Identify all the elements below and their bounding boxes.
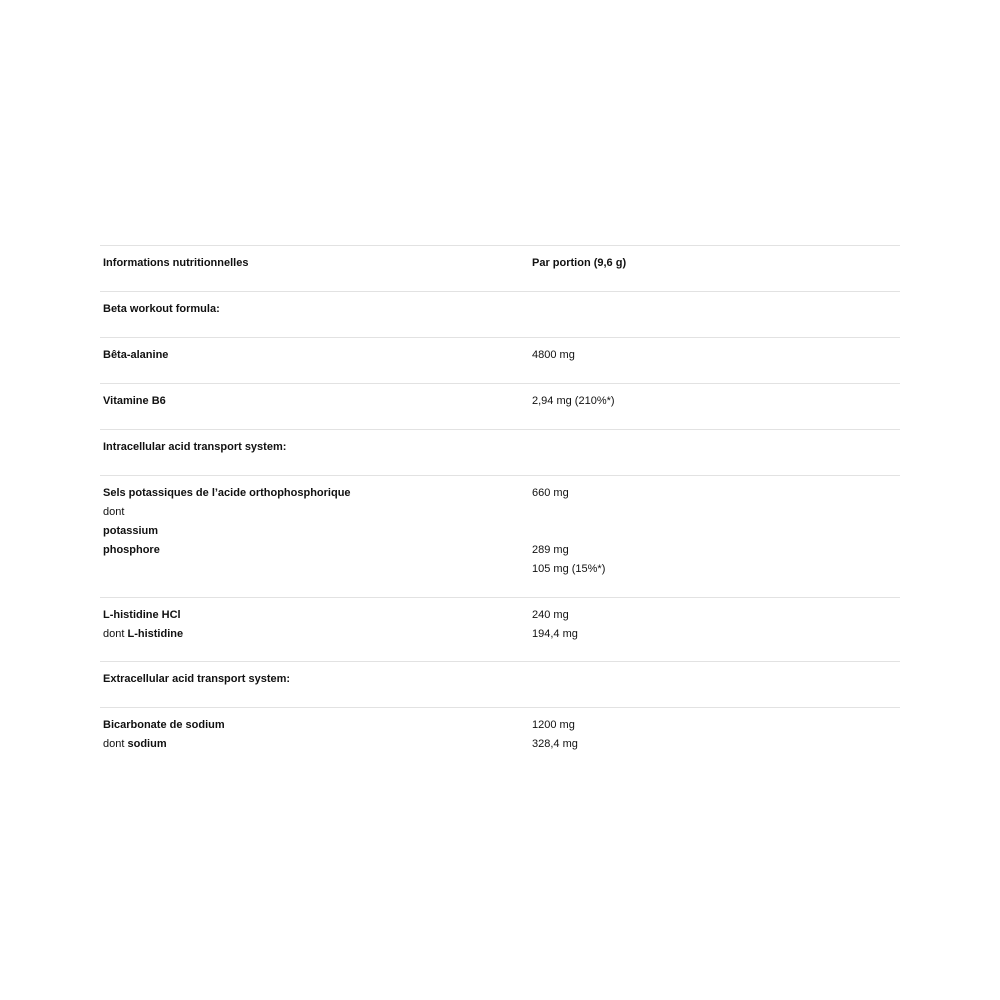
- histidine-sub-label: L-histidine: [127, 628, 184, 640]
- table-row: [100, 384, 900, 430]
- nutrition-table: [100, 245, 900, 768]
- phosphore-value: 105 mg (15%*): [532, 563, 606, 575]
- table-row: [100, 598, 900, 662]
- sodium-value: 328,4 mg: [532, 738, 578, 750]
- intracellular-title: Intracellular acid transport system:: [103, 441, 287, 453]
- vitamin-b6-value: 2,94 mg (210%*): [532, 395, 615, 407]
- dont-label: dont: [103, 628, 125, 640]
- potassium-salts-label: Sels potassiques de l’acide orthophosphorique: [103, 487, 351, 499]
- beta-formula-title: Beta workout formula:: [103, 303, 220, 315]
- vitamin-b6-label: Vitamine B6: [103, 395, 166, 407]
- bicarbonate-label: Bicarbonate de sodium: [103, 719, 225, 731]
- header-value: Par portion (9,6 g): [532, 257, 627, 269]
- table-row: [100, 476, 900, 598]
- histidine-label: L-histidine HCl: [103, 609, 181, 621]
- beta-alanine-value: 4800 mg: [532, 349, 575, 361]
- sodium-label: sodium: [127, 738, 167, 750]
- extracellular-title: Extracellular acid transport system:: [103, 673, 291, 685]
- section-title-row: [100, 662, 900, 708]
- table-row: [100, 338, 900, 384]
- potassium-value: 289 mg: [532, 544, 569, 556]
- table-header-row: [100, 246, 900, 292]
- section-title-row: [100, 430, 900, 476]
- histidine-sub-value: 194,4 mg: [532, 628, 578, 640]
- potassium-label: potassium: [103, 525, 159, 537]
- bicarbonate-value: 1200 mg: [532, 719, 575, 731]
- dont-label: dont: [103, 506, 125, 518]
- header-label: Informations nutritionnelles: [103, 257, 249, 269]
- table-row: [100, 708, 900, 768]
- histidine-value: 240 mg: [532, 609, 569, 621]
- potassium-salts-value: 660 mg: [532, 487, 569, 499]
- phosphore-label: phosphore: [103, 544, 160, 556]
- section-title-row: [100, 292, 900, 338]
- dont-label: dont: [103, 738, 125, 750]
- beta-alanine-label: Bêta-alanine: [103, 349, 169, 361]
